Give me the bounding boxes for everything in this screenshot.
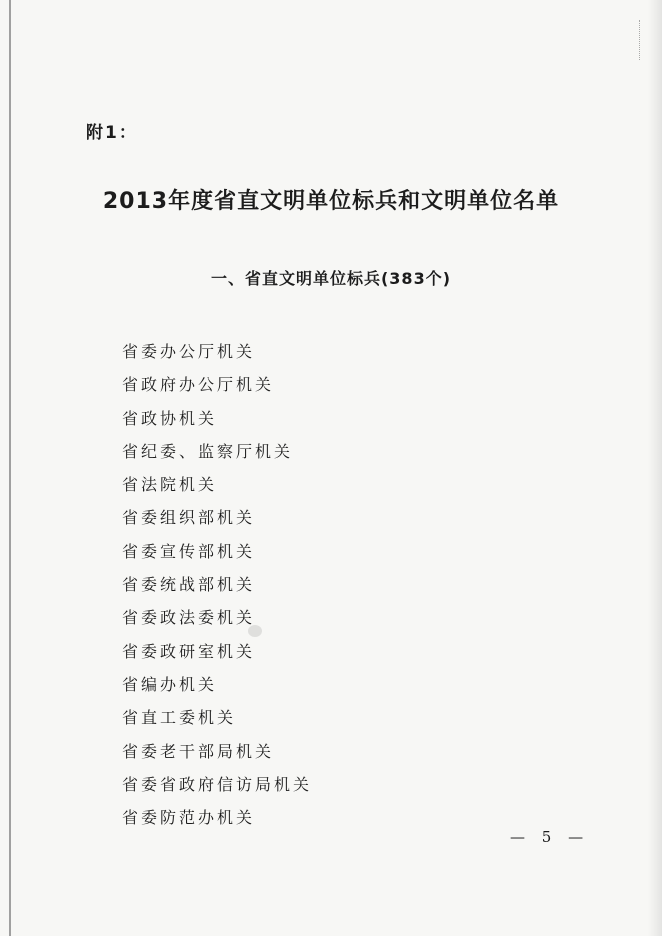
page-number: — 5 — — [510, 828, 590, 846]
list-item: 省委防范办机关 — [122, 808, 256, 828]
list-item: 省委省政府信访局机关 — [122, 774, 313, 794]
list-item: 省委统战部机关 — [122, 575, 256, 595]
page-left-edge — [9, 0, 11, 936]
list-item: 省纪委、监察厅机关 — [122, 441, 294, 461]
list-item: 省委政研室机关 — [122, 641, 256, 661]
list-item: 省编办机关 — [122, 674, 218, 694]
page-right-shadow — [648, 0, 662, 936]
list-item: 省委办公厅机关 — [122, 342, 256, 361]
section-heading: 一、省直文明单位标兵(383个) — [210, 269, 452, 288]
attachment-label: 附1： — [86, 123, 138, 143]
scan-artifact — [639, 20, 646, 60]
list-item: 省委组织部机关 — [122, 508, 256, 528]
list-item: 省委政法委机关 — [122, 608, 256, 628]
list-item: 省政府办公厅机关 — [122, 375, 275, 395]
list-item: 省法院机关 — [122, 475, 218, 495]
list-item: 省政协机关 — [122, 408, 218, 428]
unit-list — [122, 338, 312, 837]
list-item: 省委老干部局机关 — [122, 741, 275, 761]
list-item: 省直工委机关 — [122, 708, 237, 728]
document-title: 2013年度省直文明单位标兵和文明单位名单 — [102, 189, 560, 214]
list-item: 省委宣传部机关 — [122, 541, 256, 561]
